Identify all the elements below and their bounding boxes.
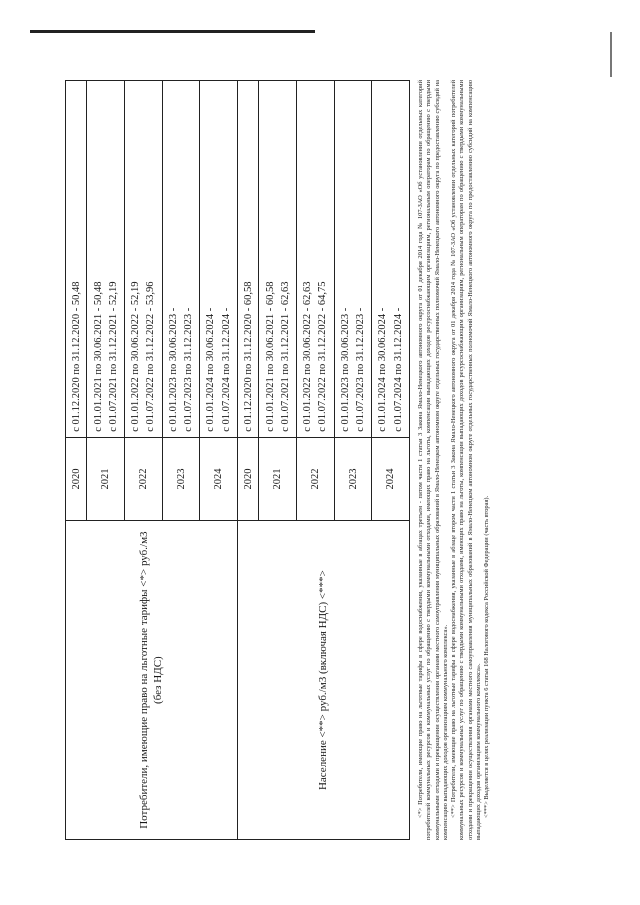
- table-row: [66, 81, 87, 840]
- scan-border-top: [30, 30, 315, 33]
- tariff-period: с 01.01.2021 по 30.06.2021 - 50,48: [92, 281, 104, 432]
- year-cell: 2023: [162, 437, 200, 520]
- tariff-period: с 01.01.2024 по 30.06.2024 -: [205, 307, 217, 432]
- tariff-period-cell: [162, 81, 200, 438]
- tariff-period: с 01.01.2023 по 30.06.2023 -: [339, 307, 351, 432]
- tariff-period: с 01.07.2021 по 31.12.2021 - 62,63: [279, 281, 291, 432]
- tariff-period: с 01.12.2020 по 31.12.2020 - 60,58: [242, 281, 254, 432]
- tariff-period: с 01.07.2024 по 31.12.2024 -: [220, 307, 232, 432]
- tariff-period: с 01.12.2020 по 31.12.2020 - 50,48: [70, 281, 82, 432]
- consumer-group-label: Потребители, имеющие право на льготные тарифы <*> руб./м3 (без НДС): [66, 521, 238, 840]
- year-cell: 2024: [372, 437, 410, 520]
- table-row: [237, 81, 258, 840]
- tariff-table: [65, 80, 410, 840]
- year-cell: 2021: [259, 437, 297, 520]
- tariff-period: с 01.01.2022 по 30.06.2022 - 52,19: [130, 281, 142, 432]
- tariff-period: с 01.01.2023 по 30.06.2023 -: [167, 307, 179, 432]
- rotated-page: [65, 60, 525, 860]
- footnote-1: <*> Потребители, имеющие право на льготные тарифы в сфере водоснабжения, указанные в абзацах третьем - пятом части 1 статьи 3 Закона Ямало-Ненецкого автономного округа от 01 декабря 2014 года № 107-ЗАО «Об установлении отдельных категорий потребителей коммунальных ресурсов и коммунальных услуг по обращению с твердыми коммунальными отходами, имеющих право на льготы, компенсации выпадающих доходов ресурсоснабжающим организациям, региональным операторам по обращению с твердыми коммунальными отходами и прекращении осуществления органами местного самоуправления муниципальных образований в Ямало-Ненецком автономном округе отдельных государственных полномочий Ямало-Ненецкого автономного округа по предоставлению субсидий на компенсацию выпадающих доходов организациям коммунального комплекса».: [417, 80, 449, 840]
- year-cell: 2023: [334, 437, 372, 520]
- year-cell: 2022: [125, 437, 163, 520]
- consumer-group-label: Население <**> руб./м3 (включая НДС) <***>: [237, 521, 409, 840]
- tariff-period-cell: [125, 81, 163, 438]
- tariff-period-cell: [297, 81, 335, 438]
- tariff-period: с 01.07.2021 по 31.12.2021 - 52,19: [107, 281, 119, 432]
- tariff-period-cell: [87, 81, 125, 438]
- year-cell: 2020: [237, 437, 258, 520]
- footnotes: [417, 80, 492, 840]
- tariff-period: с 01.01.2024 по 30.06.2024 -: [377, 307, 389, 432]
- footnote-3: <***> Выделяется в целях реализации пункта 6 статьи 168 Налогового кодекса Российской Федерации (часть вторая).: [483, 495, 491, 818]
- year-cell: 2024: [200, 437, 238, 520]
- scan-border-right: [610, 32, 612, 77]
- footnote-2: <**> Потребители, имеющие право на льготные тарифы в сфере водоснабжения, указанные в абзаце втором части 1 статьи 3 Закона Ямало-Ненецкого автономного округа от 01 декабря 2014 года № 107-ЗАО «Об установлении отдельных категорий потребителей коммунальных ресурсов и коммунальных услуг по обращению с твердыми коммунальными отходами, имеющих право на льготы, компенсации выпадающих доходов ресурсоснабжающим организациям, региональным операторам по обращению с твердыми коммунальными отходами и прекращении осуществления органами местного самоуправления муниципальных образований в Ямало-Ненецком автономном округе отдельных государственных полномочий Ямало-Ненецкого автономного округа по предоставлению субсидий на компенсацию выпадающих доходов организациям коммунального комплекса».: [450, 80, 483, 840]
- tariff-period-cell: [372, 81, 410, 438]
- tariff-period-cell: [200, 81, 238, 438]
- tariff-period: с 01.07.2024 по 31.12.2024 -: [392, 307, 404, 432]
- year-cell: 2022: [297, 437, 335, 520]
- tariff-period-cell: [334, 81, 372, 438]
- tariff-period: с 01.01.2022 по 30.06.2022 - 62,63: [302, 281, 314, 432]
- tariff-period: с 01.01.2021 по 30.06.2021 - 60,58: [264, 281, 276, 432]
- year-cell: 2021: [87, 437, 125, 520]
- tariff-period-cell: [237, 81, 258, 438]
- year-cell: 2020: [66, 437, 87, 520]
- tariff-period-cell: [259, 81, 297, 438]
- tariff-period: с 01.07.2023 по 31.12.2023 -: [183, 307, 195, 432]
- tariff-period-cell: [66, 81, 87, 438]
- tariff-period: с 01.07.2023 по 31.12.2023 -: [355, 307, 366, 432]
- tariff-period: с 01.07.2022 по 31.12.2022 - 53,96: [145, 281, 157, 432]
- tariff-period: с 01.07.2022 по 31.12.2022 - 64,75: [317, 281, 329, 432]
